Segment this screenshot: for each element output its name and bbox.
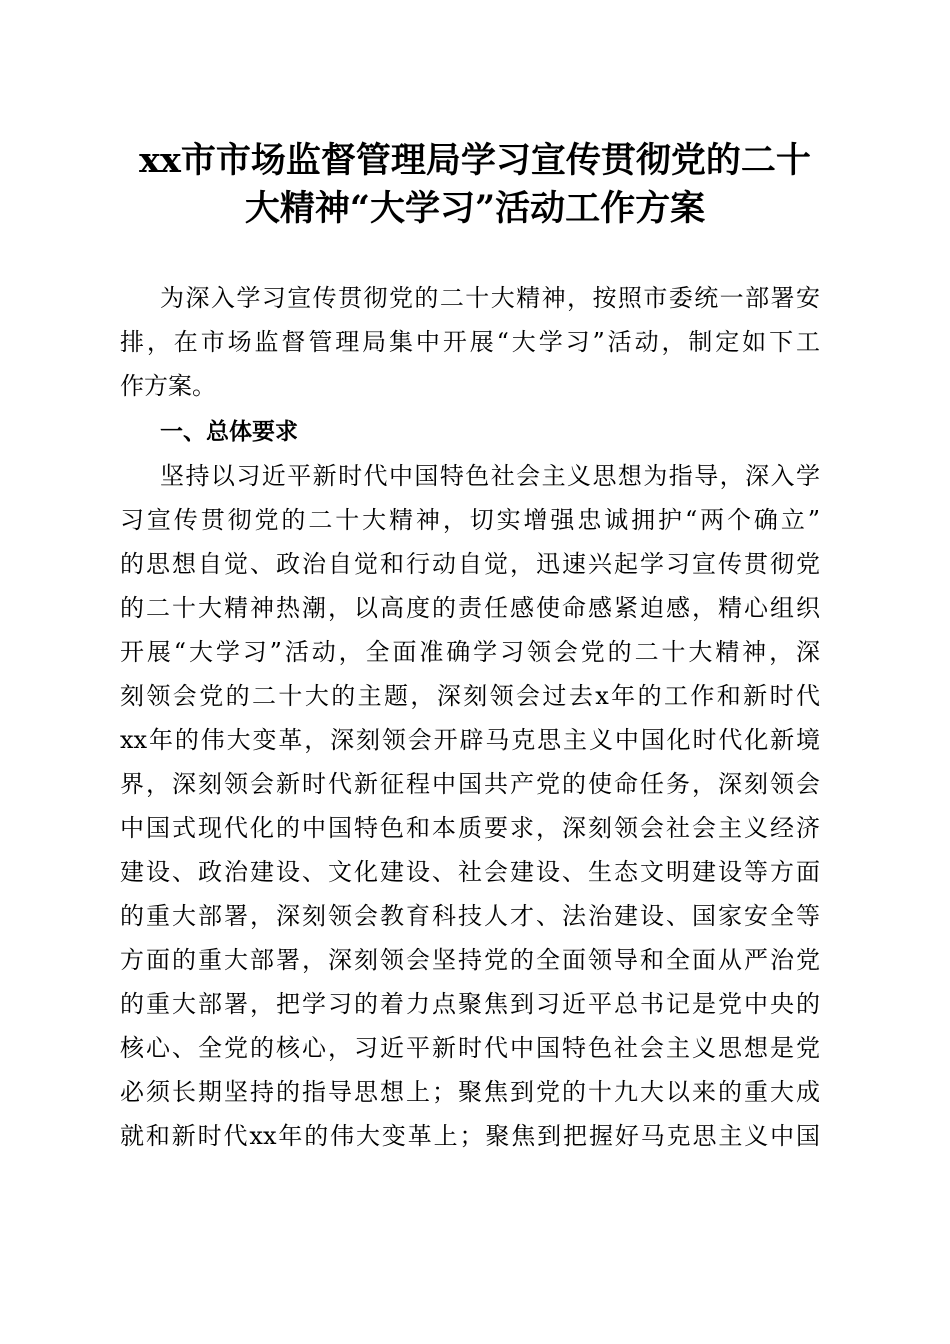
document-title-line-2: 大精神“大学习”活动工作方案 [244,188,706,229]
section-paragraph-line: 中国式现代化的中国特色和本质要求，深刻领会社会主义经济 [120,814,820,842]
intro-paragraph-line: 作方案。 [120,372,216,400]
section-paragraph-line: 坚持以习近平新时代中国特色社会主义思想为指导，深入学 [160,462,820,490]
section-paragraph-line: 方面的重大部署，深刻领会坚持党的全面领导和全面从严治党 [120,946,820,974]
section-paragraph-line: xx年的伟大变革，深刻领会开辟马克思主义中国化时代化新境 [120,726,820,754]
document-title-line-1: xx市市场监督管理局学习宣传贯彻党的二十 [139,140,811,181]
section-paragraph-line: 的思想自觉、政治自觉和行动自觉，迅速兴起学习宣传贯彻党 [120,550,820,578]
section-paragraph-line: 的重大部署，深刻领会教育科技人才、法治建设、国家安全等 [120,902,820,930]
section-paragraph-line: 建设、政治建设、文化建设、社会建设、生态文明建设等方面 [120,858,820,886]
intro-paragraph-line: 排，在市场监督管理局集中开展“大学习”活动，制定如下工 [120,328,820,356]
section-paragraph-line: 开展“大学习”活动，全面准确学习领会党的二十大精神，深 [120,638,820,666]
section-paragraph-line: 核心、全党的核心，习近平新时代中国特色社会主义思想是党 [120,1034,820,1062]
section-paragraph-line: 的二十大精神热潮，以高度的责任感使命感紧迫感，精心组织 [120,594,820,622]
section-paragraph-line: 就和新时代xx年的伟大变革上；聚焦到把握好马克思主义中国 [120,1122,820,1150]
section-paragraph-line: 刻领会党的二十大的主题，深刻领会过去x年的工作和新时代 [120,682,820,710]
section-paragraph-line: 必须长期坚持的指导思想上；聚焦到党的十九大以来的重大成 [120,1078,820,1106]
section-paragraph-line: 习宣传贯彻党的二十大精神，切实增强忠诚拥护“两个确立” [120,506,820,534]
section-paragraph-line: 的重大部署，把学习的着力点聚焦到习近平总书记是党中央的 [120,990,820,1018]
intro-paragraph-line: 为深入学习宣传贯彻党的二十大精神，按照市委统一部署安 [160,284,820,312]
section-paragraph-line: 界，深刻领会新时代新征程中国共产党的使命任务，深刻领会 [120,770,820,798]
section-heading: 一、总体要求 [160,419,298,445]
